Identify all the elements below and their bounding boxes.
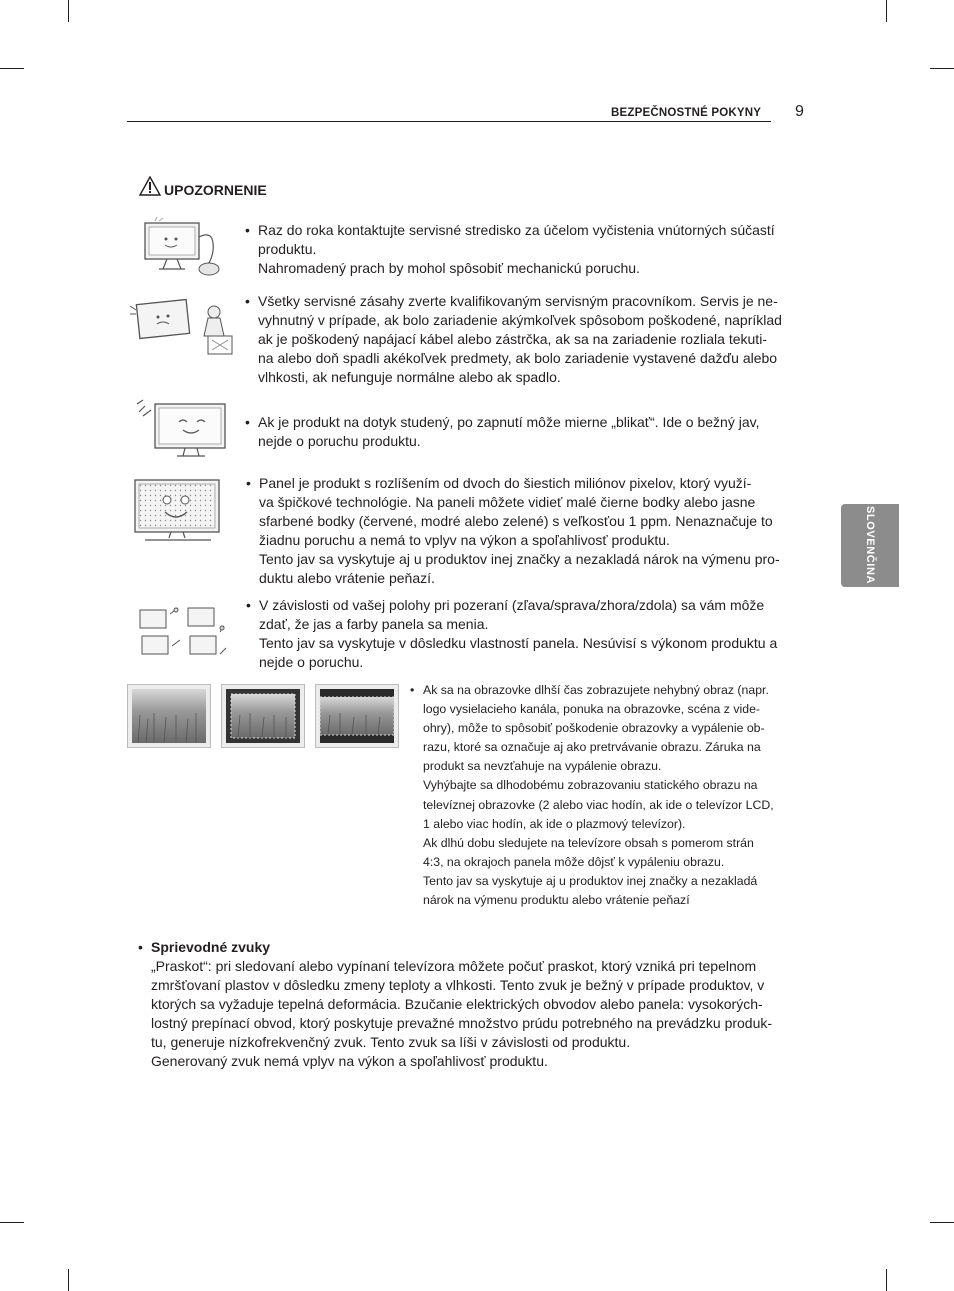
item-line: Tento jav sa vyskytuje v dôsledku vlastností panela. Nesúvisí s výkonom produktu a <box>259 635 778 651</box>
bullet: • <box>138 939 143 955</box>
item-line: vlhkosti, ak nefunguje normálne alebo ak spadlo. <box>258 369 561 385</box>
sounds-line: tu, generuje nízkofrekvenčný zvuk. Tento zvuk sa líši v závislosti od produktu. <box>151 1034 631 1050</box>
item-line: Panel je produkt s rozlíšením od dvoch do šiestich miliónov pixelov, ktorý využí- <box>259 475 752 491</box>
sounds-line: zmršťovaní plastov v dôsledku zmeny teploty a vlhkosti. Tento zvuk je bežný v prípade produktov, v <box>151 977 765 993</box>
crop-mark <box>930 68 954 69</box>
caution-title: UPOZORNENIE <box>164 182 267 198</box>
item-line: produktu. <box>258 241 317 257</box>
item-line: ak je poškodený napájací kábel alebo zástrčka, ak sa na zariadenie rozliala tekuti- <box>258 331 767 347</box>
crop-mark <box>68 1269 69 1291</box>
item-line: duktu alebo vrátenie peňazí. <box>259 570 435 586</box>
crop-mark <box>68 0 69 22</box>
item-line: Tento jav sa vyskytuje aj u produktov inej značky a nezakladá nárok na výmenu pro- <box>259 551 780 567</box>
item-line: va špičkové technológie. Na paneli môžete vidieť malé čierne bodky alebo jasne <box>259 494 756 510</box>
item-line: ohry), môže to spôsobiť poškodenie obrazovky a vypálenie ob- <box>423 721 765 736</box>
item-line: V závislosti od vašej polohy pri pozeraní (zľava/sprava/zhora/zdola) sa vám môže <box>259 597 765 613</box>
item-line: na alebo doň spadli akékoľvek predmety, ak bolo zariadenie vystavené dažďu alebo <box>258 350 778 366</box>
bullet: • <box>246 597 251 613</box>
item-line: logo vysielacieho kanála, ponuka na obrazovke, scéna z vide- <box>423 702 761 717</box>
list-item <box>246 596 778 672</box>
sounds-section <box>138 938 773 1071</box>
page-number: 9 <box>795 103 804 120</box>
section-title: BEZPEČNOSTNÉ POKYNY <box>611 107 762 119</box>
item-line: Tento jav sa vyskytuje aj u produktov inej značky a nezakladá <box>423 873 758 888</box>
crop-mark <box>0 1222 24 1223</box>
item-line: produkt sa nevzťahuje na vypálenie obrazu. <box>423 759 662 774</box>
list-item <box>245 292 782 387</box>
item-line: nárok na výmenu produktu alebo vrátenie peňazí <box>423 893 690 908</box>
item-line: razu, ktoré sa označuje aj ako pretrvávanie obrazu. Záruka na <box>423 740 761 755</box>
bullet: • <box>246 475 251 491</box>
list-item <box>245 221 775 278</box>
bullet: • <box>410 683 415 697</box>
list-item <box>246 474 780 588</box>
bullet: • <box>245 222 250 238</box>
item-line: Ak je produkt na dotyk studený, po zapnutí môže mierne „blikať“. Ide o bežný jav, <box>258 414 760 430</box>
crop-mark <box>0 68 24 69</box>
image-burn-in-letterbox-icon <box>315 684 399 748</box>
bullet: • <box>245 293 250 309</box>
header-rule <box>127 121 771 122</box>
sounds-line: ktorých sa vyžaduje tepelná deformácia. Bzučanie elektrických obvodov alebo panela: vysokorých- <box>151 996 763 1012</box>
language-tab-label: SLOVENČINA <box>864 505 876 585</box>
item-line: žiadnu poruchu a nemá to vplyv na výkon a spoľahlivosť produktu. <box>259 532 670 548</box>
tv-viewing-angles-icon <box>136 604 228 660</box>
sounds-line: Generovaný zvuk nemá vplyv na výkon a spoľahlivosť produktu. <box>151 1053 548 1069</box>
item-line: Nahromadený prach by mohol spôsobiť mechanickú poruchu. <box>258 260 640 276</box>
tv-flicker-icon <box>133 398 231 462</box>
tv-vacuum-cleaning-icon <box>137 217 237 279</box>
item-line: Vyhýbajte sa dlhodobému zobrazovaniu statického obrazu na <box>423 778 758 793</box>
sounds-line: „Praskot“: pri sledovaní alebo vypínaní televízora môžete počuť praskot, ktorý vzniká pri tepelnom <box>151 958 757 974</box>
item-line: televíznej obrazovke (2 alebo viac hodín, ak ide o televízor LCD, <box>423 797 774 812</box>
crop-mark <box>930 1222 954 1223</box>
tv-pixel-dots-icon <box>133 478 223 544</box>
bullet: • <box>245 414 250 430</box>
item-line: Raz do roka kontaktujte servisné stredisko za účelom vyčistenia vnútorných súčastí <box>258 222 775 238</box>
image-burn-in-full-icon <box>127 684 211 748</box>
item-line: zdať, že jas a farby panela sa menia. <box>259 616 489 632</box>
warning-triangle-icon <box>139 176 161 196</box>
list-item <box>245 413 760 451</box>
item-line: 4:3, na okrajoch panela môže dôjsť k vypáleniu obrazu. <box>423 854 725 869</box>
sounds-title: Sprievodné zvuky <box>151 939 271 955</box>
item-line: vyhnutný v prípade, ak bolo zariadenie akýmkoľvek spôsobom poškodené, napríklad <box>258 312 782 328</box>
item-line: nejde o poruchu produktu. <box>258 433 421 449</box>
crop-mark <box>886 0 887 22</box>
image-burn-in-frame-icon <box>221 684 305 748</box>
crop-mark <box>886 1269 887 1291</box>
item-line: nejde o poruchu. <box>259 654 364 670</box>
item-line: Ak sa na obrazovke dlhší čas zobrazujete nehybný obraz (napr. <box>423 683 769 697</box>
item-line: sfarbené bodky (červené, modré alebo zelené) s veľkosťou 1 ppm. Nenaznačuje to <box>259 513 773 529</box>
item-line: Ak dlhú dobu sledujete na televízore obsah s pomerom strán <box>423 835 754 850</box>
sounds-line: lostný prepínací obvod, ktorý poskytuje prevažné množstvo prúdu potrebného na prevádzku produk- <box>151 1015 773 1031</box>
item-line: 1 alebo viac hodín, ak ide o plazmový televízor). <box>423 816 686 831</box>
list-item <box>410 681 774 910</box>
tv-service-technician-icon <box>128 296 240 360</box>
item-line: Všetky servisné zásahy zverte kvalifikovaným servisným pracovníkom. Servis je ne- <box>258 293 778 309</box>
language-tab <box>841 504 899 587</box>
